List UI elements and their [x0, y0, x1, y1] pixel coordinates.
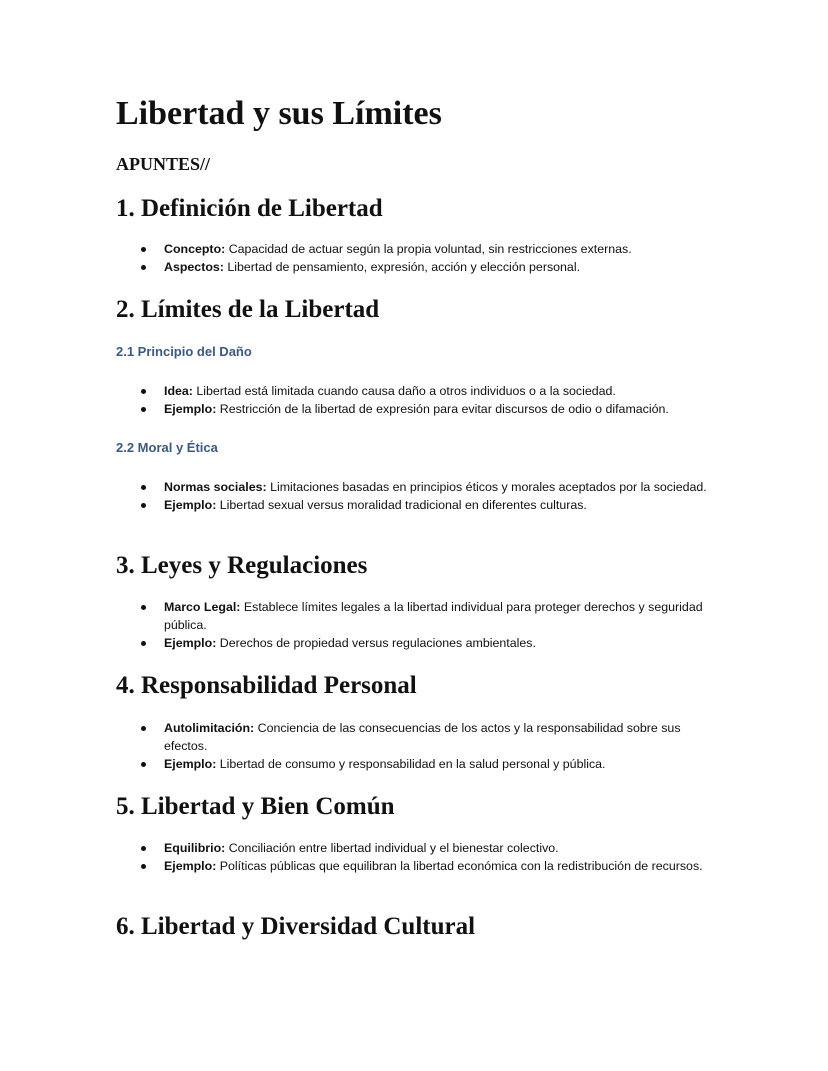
section-heading-6: 6. Libertad y Diversidad Cultural [116, 913, 476, 940]
bullet-icon [141, 864, 146, 869]
section-3-list [137, 598, 717, 652]
document-subtitle: APUNTES// [116, 154, 211, 174]
list-item: Equilibrio: Conciliación entre libertad individual y el bienestar colectivo. [137, 839, 717, 857]
bullet-icon [141, 407, 146, 412]
list-item: Marco Legal: Establece límites legales a la libertad individual para proteger derechos y seguridad pública. [137, 598, 717, 634]
list-item: Ejemplo: Libertad sexual versus moralidad tradicional en diferentes culturas. [137, 496, 717, 514]
bullet-icon [141, 726, 146, 731]
list-item: Ejemplo: Derechos de propiedad versus regulaciones ambientales. [137, 634, 717, 652]
bullet-icon [141, 762, 146, 767]
section-heading-4: 4. Responsabilidad Personal [116, 672, 417, 699]
bullet-icon [141, 605, 146, 610]
section-heading-2: 2. Límites de la Libertad [116, 296, 380, 323]
section-heading-3: 3. Leyes y Regulaciones [116, 552, 368, 579]
section-1-list [137, 240, 717, 276]
section-4-list [137, 719, 717, 773]
list-item: Ejemplo: Libertad de consumo y responsabilidad en la salud personal y pública. [137, 755, 717, 773]
subsection-heading-2-2: 2.2 Moral y Ética [116, 440, 218, 455]
subsection-heading-2-1: 2.1 Principio del Daño [116, 344, 252, 359]
section-heading-5: 5. Libertad y Bien Común [116, 793, 395, 820]
bullet-icon [141, 389, 146, 394]
list-item: Ejemplo: Restricción de la libertad de expresión para evitar discursos de odio o difamación. [137, 400, 717, 418]
bullet-icon [141, 641, 146, 646]
document-title: Libertad y sus Límites [116, 95, 442, 132]
section-heading-1: 1. Definición de Libertad [116, 195, 383, 222]
list-item: Aspectos: Libertad de pensamiento, expresión, acción y elección personal. [137, 258, 717, 276]
bullet-icon [141, 485, 146, 490]
list-item: Concepto: Capacidad de actuar según la propia voluntad, sin restricciones externas. [137, 240, 717, 258]
list-item: Normas sociales: Limitaciones basadas en principios éticos y morales aceptados por la sociedad. [137, 478, 717, 496]
list-item: Ejemplo: Políticas públicas que equilibran la libertad económica con la redistribución de recursos. [137, 857, 717, 875]
bullet-icon [141, 846, 146, 851]
bullet-icon [141, 503, 146, 508]
bullet-icon [141, 247, 146, 252]
section-5-list [137, 839, 717, 875]
list-item: Autolimitación: Conciencia de las consecuencias de los actos y la responsabilidad sobre sus efectos. [137, 719, 717, 755]
bullet-icon [141, 265, 146, 270]
list-item: Idea: Libertad está limitada cuando causa daño a otros individuos o a la sociedad. [137, 382, 717, 400]
subsection-2-1-list [137, 382, 717, 418]
subsection-2-2-list [137, 478, 717, 514]
